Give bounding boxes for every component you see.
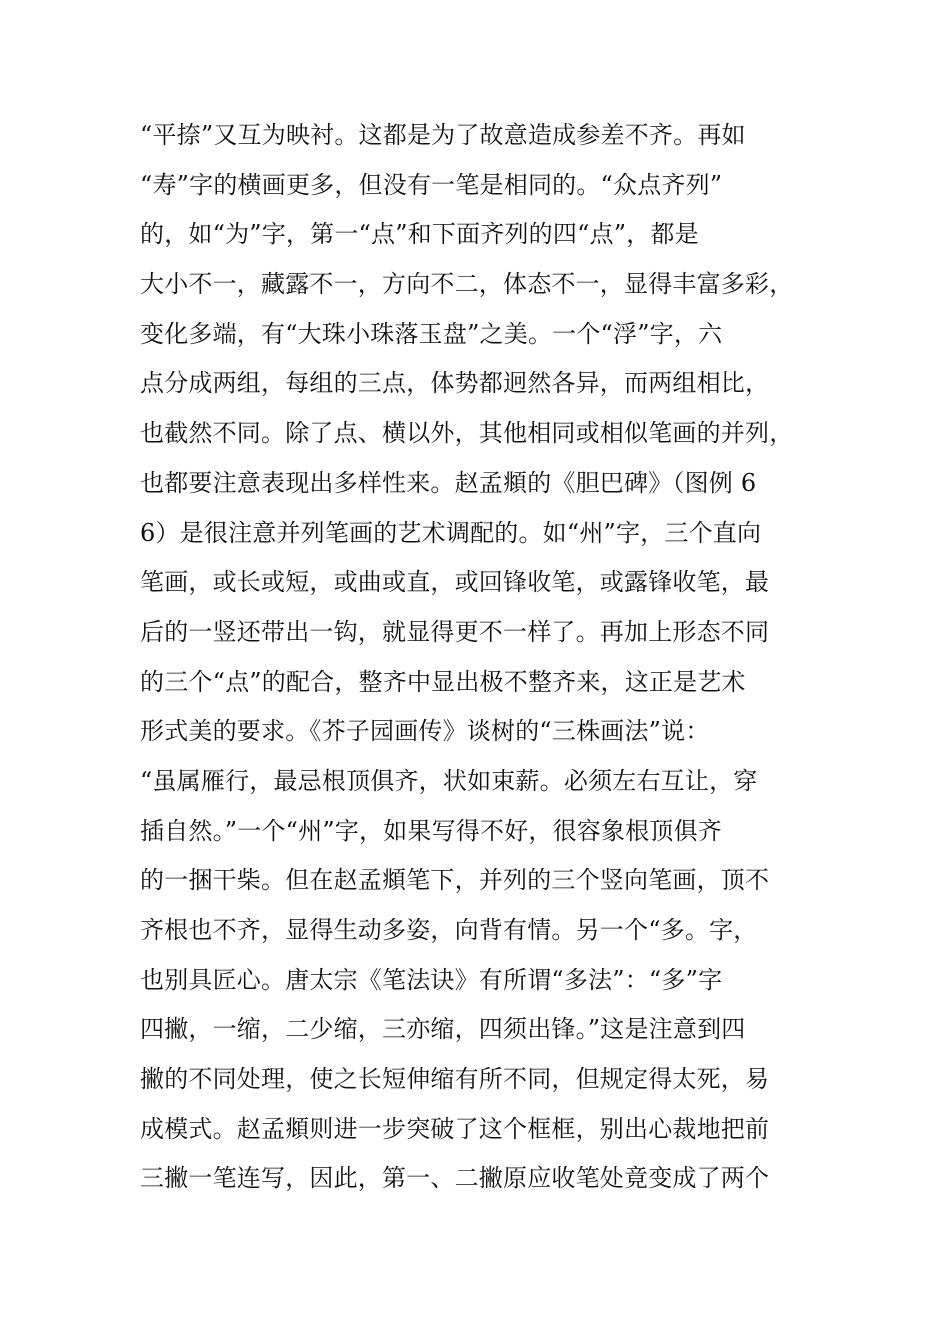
body-text	[140, 111, 830, 1204]
text-line-9: 6）是很注意并列笔画的艺术调配的。如“州”字，三个直向	[140, 518, 762, 547]
text-line-22: 三撇一笔连写，因此，第一、二撇原应收笔处竟变成了两个	[140, 1164, 770, 1193]
text-line-13: 形式美的要求。《芥子园画传》谈树的“三株画法”说：	[140, 717, 710, 746]
text-line-21: 成模式。赵孟頫则进一步突破了这个框框，别出心裁地把前	[140, 1114, 770, 1143]
text-line-18: 也别具匠心。唐太宗《笔法诀》有所谓“多法”：“多”字	[140, 965, 723, 994]
text-line-20: 撇的不同处理，使之长短伸缩有所不同，但规定得太死，易	[140, 1065, 770, 1094]
text-line-16: 的一捆干柴。但在赵孟頫笔下，并列的三个竖向笔画，顶不	[140, 866, 770, 895]
text-line-3: 的，如“为”字，第一“点”和下面齐列的四“点”，都是	[140, 220, 699, 249]
text-line-19: 四撇，一缩，二少缩，三亦缩，四须出锋。”这是注意到四	[140, 1015, 746, 1044]
text-line-14: “虽属雁行，最忌根顶俱齐，状如束薪。必须左右互让，穿	[140, 766, 758, 795]
text-line-12: 的三个“点”的配合，整齐中显出极不整齐来，这正是艺术	[140, 667, 746, 696]
text-line-11: 后的一竖还带出一钩，就显得更不一样了。再加上形态不同	[140, 617, 770, 646]
text-line-4: 大小不一，藏露不一，方向不二，体态不一，显得丰富多彩，	[140, 270, 794, 299]
text-line-6: 点分成两组，每组的三点，体势都迥然各异，而两组相比，	[140, 369, 770, 398]
text-line-15: 插自然。”一个“州”字，如果写得不好，很容象根顶俱齐	[140, 816, 723, 845]
text-line-5: 变化多端，有“大珠小珠落玉盘”之美。一个“浮”字，六	[140, 319, 723, 348]
text-line-10: 笔画，或长或短，或曲或直，或回锋收笔，或露锋收笔，最	[140, 568, 770, 597]
text-line-7: 也截然不同。除了点、横以外，其他相同或相似笔画的并列，	[140, 419, 794, 448]
text-line-8: 也都要注意表现出多样性来。赵孟頫的《胆巴碑》（图例 6	[140, 468, 757, 497]
text-line-17: 齐根也不齐，显得生动多姿，向背有情。另一个“多。字，	[140, 916, 758, 944]
text-line-2: “寿”字的横画更多，但没有一笔是相同的。“众点齐列”	[140, 170, 723, 199]
text-line-1: “平捺”又互为映衬。这都是为了故意造成参差不齐。再如	[140, 121, 746, 149]
